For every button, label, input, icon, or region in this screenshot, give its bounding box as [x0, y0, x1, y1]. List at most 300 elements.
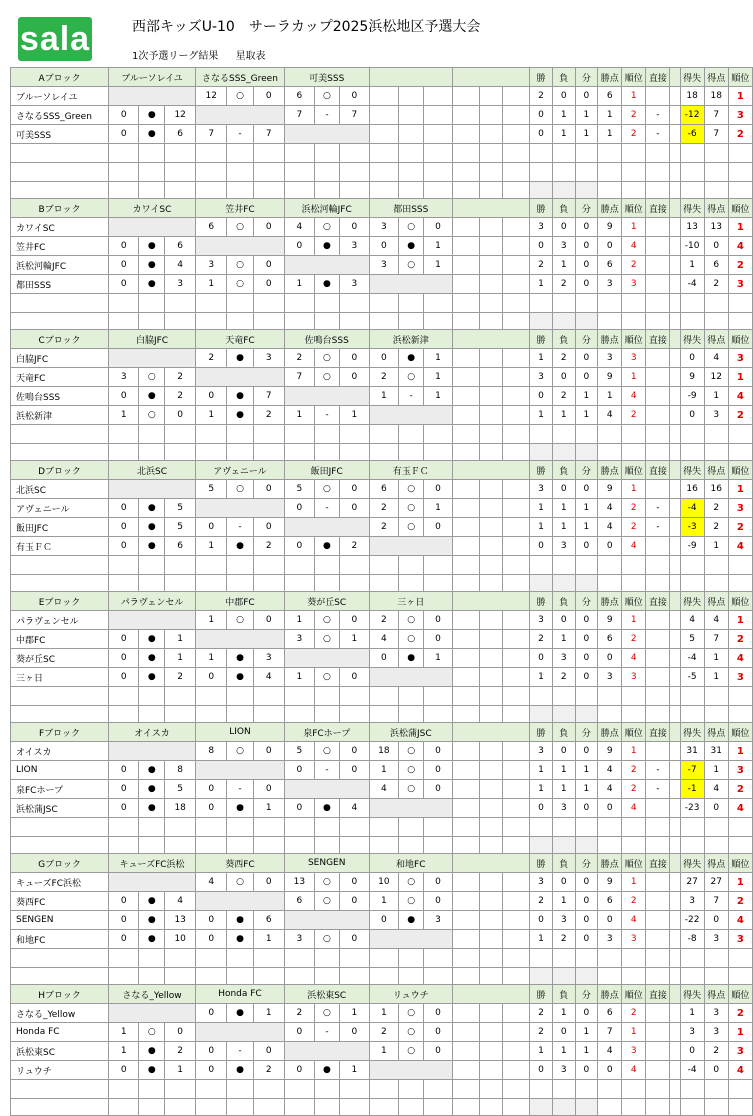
gap-cell	[424, 1099, 453, 1116]
empty-cell	[424, 818, 453, 837]
opponent-header: 白脇JFC	[109, 330, 196, 349]
result-mark: ○	[314, 611, 339, 630]
block-gap-row	[11, 968, 753, 985]
stat-direct	[646, 87, 670, 106]
result-mark: ○	[314, 742, 339, 761]
col-win-header: 勝	[530, 330, 553, 349]
self-match-cell	[369, 275, 452, 294]
opponent-header: 浜松東SC	[284, 985, 369, 1004]
stat-draw: 1	[552, 761, 575, 780]
stat-gd: -5	[680, 668, 704, 687]
team-row	[11, 892, 753, 911]
spacer	[670, 387, 680, 406]
stat-gf	[704, 144, 728, 163]
stat-rank: 4	[622, 649, 646, 668]
gap-cell	[369, 444, 399, 461]
gap-cell	[670, 575, 680, 592]
stat-loss: 0	[575, 1004, 598, 1023]
result-mark: ●	[139, 256, 165, 275]
stat-draw: 2	[552, 930, 575, 949]
gap-cell	[196, 182, 227, 199]
empty-cell	[503, 949, 530, 968]
col-points-header: 勝点	[598, 461, 622, 480]
block-header-row	[11, 723, 753, 742]
gap-cell	[530, 837, 553, 854]
gap-cell	[680, 182, 704, 199]
score-for: 2	[369, 518, 399, 537]
empty-cell	[503, 218, 530, 237]
stat-direct	[646, 799, 670, 818]
gap-cell	[453, 706, 480, 723]
stat-win: 1	[530, 1042, 553, 1061]
gap-cell	[480, 444, 503, 461]
stat-direct	[646, 930, 670, 949]
stat-rank: 2	[622, 125, 646, 144]
score-against: 2	[253, 406, 284, 425]
opponent-header: さなる_Yellow	[109, 985, 196, 1004]
opponent-header: LION	[196, 723, 285, 742]
score-against: 6	[253, 911, 284, 930]
gap-cell	[552, 706, 575, 723]
empty-cell	[284, 425, 314, 444]
empty-cell	[399, 144, 424, 163]
empty-cell	[399, 106, 424, 125]
score-for: 0	[196, 799, 227, 818]
stat-win	[530, 818, 553, 837]
stat-win: 1	[530, 780, 553, 799]
stat-draw: 0	[552, 480, 575, 499]
self-match-cell	[196, 761, 285, 780]
gap-cell	[369, 575, 399, 592]
stat-direct	[646, 949, 670, 968]
empty-cell	[284, 1080, 314, 1099]
gap-cell	[503, 968, 530, 985]
empty-cell	[369, 163, 399, 182]
gap-cell	[598, 1099, 622, 1116]
stat-loss: 1	[575, 518, 598, 537]
col-points-header: 勝点	[598, 68, 622, 87]
block-gap-row	[11, 182, 753, 199]
empty-cell	[109, 949, 139, 968]
team-row	[11, 818, 753, 837]
gap-cell	[646, 968, 670, 985]
stat-gf: 7	[704, 106, 728, 125]
score-against: 3	[253, 649, 284, 668]
gap-cell	[575, 575, 598, 592]
gap-cell	[227, 837, 253, 854]
gap-cell	[424, 313, 453, 330]
stat-final: 2	[728, 780, 752, 799]
result-mark: ○	[314, 480, 339, 499]
self-match-cell	[109, 1004, 196, 1023]
empty-cell	[453, 387, 480, 406]
stat-points: 4	[598, 499, 622, 518]
opponent-header: 和地FC	[369, 854, 452, 873]
stat-win: 0	[530, 1061, 553, 1080]
stat-loss: 1	[575, 780, 598, 799]
stat-rank: 1	[622, 742, 646, 761]
team-name	[11, 425, 109, 444]
result-mark: ○	[399, 518, 424, 537]
empty-cell	[340, 818, 370, 837]
empty-cell	[503, 930, 530, 949]
gap-cell	[109, 706, 139, 723]
stat-points: 0	[598, 649, 622, 668]
score-for: 3	[284, 630, 314, 649]
empty-cell	[480, 556, 503, 575]
stat-gd	[680, 687, 704, 706]
stat-points: 4	[598, 406, 622, 425]
stat-rank	[622, 163, 646, 182]
stat-gf	[704, 1080, 728, 1099]
result-mark: ●	[227, 930, 253, 949]
stat-gf: 2	[704, 1042, 728, 1061]
score-against: 0	[253, 275, 284, 294]
col-gf-header: 得点	[704, 985, 728, 1004]
stat-final: 3	[728, 106, 752, 125]
empty-cell	[227, 818, 253, 837]
empty-cell	[196, 144, 227, 163]
empty-cell	[453, 1023, 480, 1042]
stat-gf: 1	[704, 649, 728, 668]
score-against: 0	[253, 1042, 284, 1061]
self-match-cell	[284, 387, 369, 406]
gap-cell	[575, 706, 598, 723]
gap-cell	[622, 182, 646, 199]
stat-points: 0	[598, 1061, 622, 1080]
opponent-header: カワイSC	[109, 199, 196, 218]
team-row	[11, 406, 753, 425]
score-for: 1	[284, 668, 314, 687]
gap-cell	[284, 444, 314, 461]
col-gd-header: 得失	[680, 723, 704, 742]
self-match-cell	[284, 911, 369, 930]
stat-gd	[680, 163, 704, 182]
result-mark: ○	[227, 275, 253, 294]
score-for: 1	[109, 1042, 139, 1061]
stat-direct	[646, 237, 670, 256]
empty-cell	[453, 892, 480, 911]
stat-gf: 18	[704, 87, 728, 106]
opponent-header: 葵西FC	[196, 854, 285, 873]
self-match-cell	[284, 649, 369, 668]
gap-cell	[453, 968, 480, 985]
spacer	[670, 780, 680, 799]
stat-rank: 1	[622, 1023, 646, 1042]
stat-direct	[646, 1061, 670, 1080]
stat-loss: 0	[575, 237, 598, 256]
block-header-row	[11, 985, 753, 1004]
empty-cell	[196, 556, 227, 575]
stat-gf	[704, 294, 728, 313]
gap-cell	[284, 837, 314, 854]
score-against: 1	[340, 630, 370, 649]
score-against: 0	[340, 892, 370, 911]
stat-direct	[646, 425, 670, 444]
opponent-header: リュウチ	[369, 985, 452, 1004]
stat-gf: 4	[704, 780, 728, 799]
score-against: 0	[253, 611, 284, 630]
gap-cell	[622, 1099, 646, 1116]
empty-cell	[480, 818, 503, 837]
spacer	[670, 1042, 680, 1061]
stat-rank: 4	[622, 237, 646, 256]
stat-loss: 0	[575, 892, 598, 911]
spacer	[670, 649, 680, 668]
team-row	[11, 237, 753, 256]
team-row	[11, 761, 753, 780]
spacer	[670, 592, 680, 611]
gap-cell	[284, 313, 314, 330]
stat-loss: 0	[575, 799, 598, 818]
col-gd-header: 得失	[680, 854, 704, 873]
stat-draw: 3	[552, 799, 575, 818]
empty-cell	[314, 687, 339, 706]
score-for: 0	[109, 630, 139, 649]
stat-gf: 12	[704, 368, 728, 387]
stat-final: 2	[728, 256, 752, 275]
stat-direct	[646, 649, 670, 668]
team-row	[11, 687, 753, 706]
empty-cell	[424, 687, 453, 706]
gap-cell	[196, 444, 227, 461]
result-mark: ●	[139, 799, 165, 818]
team-name: 中郡FC	[11, 630, 109, 649]
gap-cell	[227, 182, 253, 199]
stat-final: 1	[728, 480, 752, 499]
stat-draw: 1	[552, 630, 575, 649]
gap-cell	[253, 575, 284, 592]
result-mark: ●	[139, 518, 165, 537]
score-for: 6	[196, 218, 227, 237]
score-for: 0	[196, 780, 227, 799]
empty-cell	[503, 368, 530, 387]
gap-cell	[552, 968, 575, 985]
score-against: 2	[340, 537, 370, 556]
result-mark: ○	[227, 218, 253, 237]
score-for: 3	[196, 256, 227, 275]
team-name	[11, 1080, 109, 1099]
empty-cell	[503, 294, 530, 313]
gap-cell	[424, 706, 453, 723]
score-against: 5	[165, 499, 196, 518]
stat-final: 4	[728, 1061, 752, 1080]
stat-direct	[646, 668, 670, 687]
spacer	[670, 256, 680, 275]
score-against: 0	[424, 1023, 453, 1042]
opponent-header: 佐鳴台SSS	[284, 330, 369, 349]
score-against: 12	[165, 106, 196, 125]
empty-cell	[480, 144, 503, 163]
empty-cell	[139, 949, 165, 968]
score-against: 7	[340, 106, 370, 125]
score-against: 1	[340, 1004, 370, 1023]
empty-cell	[399, 949, 424, 968]
gap-cell	[530, 575, 553, 592]
result-mark: ○	[399, 873, 424, 892]
empty-cell	[284, 687, 314, 706]
score-for: 5	[284, 480, 314, 499]
score-against: 0	[424, 873, 453, 892]
stat-gf: 13	[704, 218, 728, 237]
stat-rank: 3	[622, 1042, 646, 1061]
empty-cell	[453, 611, 480, 630]
stat-points: 9	[598, 368, 622, 387]
block-header-row	[11, 461, 753, 480]
empty-cell	[503, 87, 530, 106]
stat-rank: 4	[622, 1061, 646, 1080]
empty-cell	[503, 687, 530, 706]
block-gap-row	[11, 575, 753, 592]
col-final-header: 順位	[728, 461, 752, 480]
gap-cell	[552, 182, 575, 199]
gap-cell	[109, 182, 139, 199]
team-name: さなる_Yellow	[11, 1004, 109, 1023]
score-against: 1	[424, 237, 453, 256]
stat-final: 4	[728, 537, 752, 556]
stat-draw: 2	[552, 387, 575, 406]
empty-cell	[340, 949, 370, 968]
col-loss-header: 分	[575, 199, 598, 218]
empty-cell	[453, 687, 480, 706]
result-mark: ○	[314, 892, 339, 911]
stat-rank	[622, 1080, 646, 1099]
stat-points: 9	[598, 873, 622, 892]
empty-cell	[196, 163, 227, 182]
result-mark: -	[314, 406, 339, 425]
result-mark: -	[314, 1023, 339, 1042]
score-for: 1	[196, 406, 227, 425]
opponent-header: 三ヶ日	[369, 592, 452, 611]
score-against: 1	[424, 256, 453, 275]
score-for: 4	[369, 780, 399, 799]
stat-gf: 3	[704, 406, 728, 425]
stat-draw: 0	[552, 742, 575, 761]
stat-loss	[575, 163, 598, 182]
gap-cell	[314, 575, 339, 592]
gap-cell	[575, 1099, 598, 1116]
stat-draw: 1	[552, 125, 575, 144]
gap-cell	[622, 968, 646, 985]
gap-cell	[670, 313, 680, 330]
empty-cell	[480, 742, 503, 761]
col-rank-header: 順位	[622, 592, 646, 611]
score-against: 2	[165, 387, 196, 406]
spacer	[670, 892, 680, 911]
empty-header	[453, 199, 530, 218]
empty-cell	[227, 425, 253, 444]
spacer	[670, 1080, 680, 1099]
stat-gd: -10	[680, 237, 704, 256]
score-for: 0	[284, 761, 314, 780]
empty-cell	[480, 518, 503, 537]
stat-final	[728, 144, 752, 163]
empty-cell	[453, 1042, 480, 1061]
score-for: 0	[369, 649, 399, 668]
stat-gd	[680, 556, 704, 575]
col-gf-header: 得点	[704, 854, 728, 873]
gap-cell	[530, 706, 553, 723]
score-against: 0	[340, 368, 370, 387]
stat-rank: 1	[622, 873, 646, 892]
spacer	[670, 125, 680, 144]
empty-cell	[227, 1080, 253, 1099]
gap-cell	[670, 444, 680, 461]
stat-loss	[575, 687, 598, 706]
empty-cell	[503, 499, 530, 518]
empty-cell	[453, 294, 480, 313]
stat-gd: -6	[680, 125, 704, 144]
score-against: 2	[253, 537, 284, 556]
team-name: キューズFC浜松	[11, 873, 109, 892]
score-against: 7	[253, 125, 284, 144]
score-for: 0	[284, 537, 314, 556]
spacer	[670, 499, 680, 518]
empty-cell	[480, 1004, 503, 1023]
team-row	[11, 218, 753, 237]
gap-cell	[340, 444, 370, 461]
gap-cell	[530, 313, 553, 330]
empty-cell	[480, 1080, 503, 1099]
gap-cell	[253, 1099, 284, 1116]
empty-header	[453, 68, 530, 87]
empty-cell	[453, 537, 480, 556]
score-for: 4	[196, 873, 227, 892]
col-gf-header: 得点	[704, 461, 728, 480]
empty-cell	[503, 611, 530, 630]
standings-body	[11, 68, 753, 1116]
score-for: 0	[196, 387, 227, 406]
empty-cell	[480, 106, 503, 125]
stat-draw: 1	[552, 256, 575, 275]
result-mark: -	[227, 518, 253, 537]
stat-points: 4	[598, 780, 622, 799]
result-mark: ●	[139, 1042, 165, 1061]
score-for: 1	[284, 611, 314, 630]
stat-win: 2	[530, 87, 553, 106]
stat-draw	[552, 163, 575, 182]
team-name	[11, 818, 109, 837]
empty-cell	[314, 556, 339, 575]
opponent-header: 笠井FC	[196, 199, 285, 218]
stat-gd: -3	[680, 518, 704, 537]
col-draw-header: 負	[552, 985, 575, 1004]
score-for: 2	[369, 368, 399, 387]
gap-cell	[340, 968, 370, 985]
stat-draw: 1	[552, 518, 575, 537]
gap-cell	[196, 837, 227, 854]
team-name	[11, 687, 109, 706]
score-against: 3	[424, 911, 453, 930]
score-for: 0	[196, 911, 227, 930]
opponent-header: 浜松新津	[369, 330, 452, 349]
gap-cell	[11, 1099, 109, 1116]
stat-final: 3	[728, 275, 752, 294]
gap-cell	[598, 182, 622, 199]
stat-final: 3	[728, 349, 752, 368]
gap-cell	[11, 182, 109, 199]
block-name: Eブロック	[11, 592, 109, 611]
stat-gf: 4	[704, 611, 728, 630]
empty-cell	[453, 930, 480, 949]
team-name	[11, 144, 109, 163]
stat-points: 6	[598, 892, 622, 911]
stat-loss	[575, 425, 598, 444]
team-name: 飯田JFC	[11, 518, 109, 537]
col-loss-header: 分	[575, 330, 598, 349]
gap-cell	[728, 575, 752, 592]
score-against: 6	[165, 125, 196, 144]
